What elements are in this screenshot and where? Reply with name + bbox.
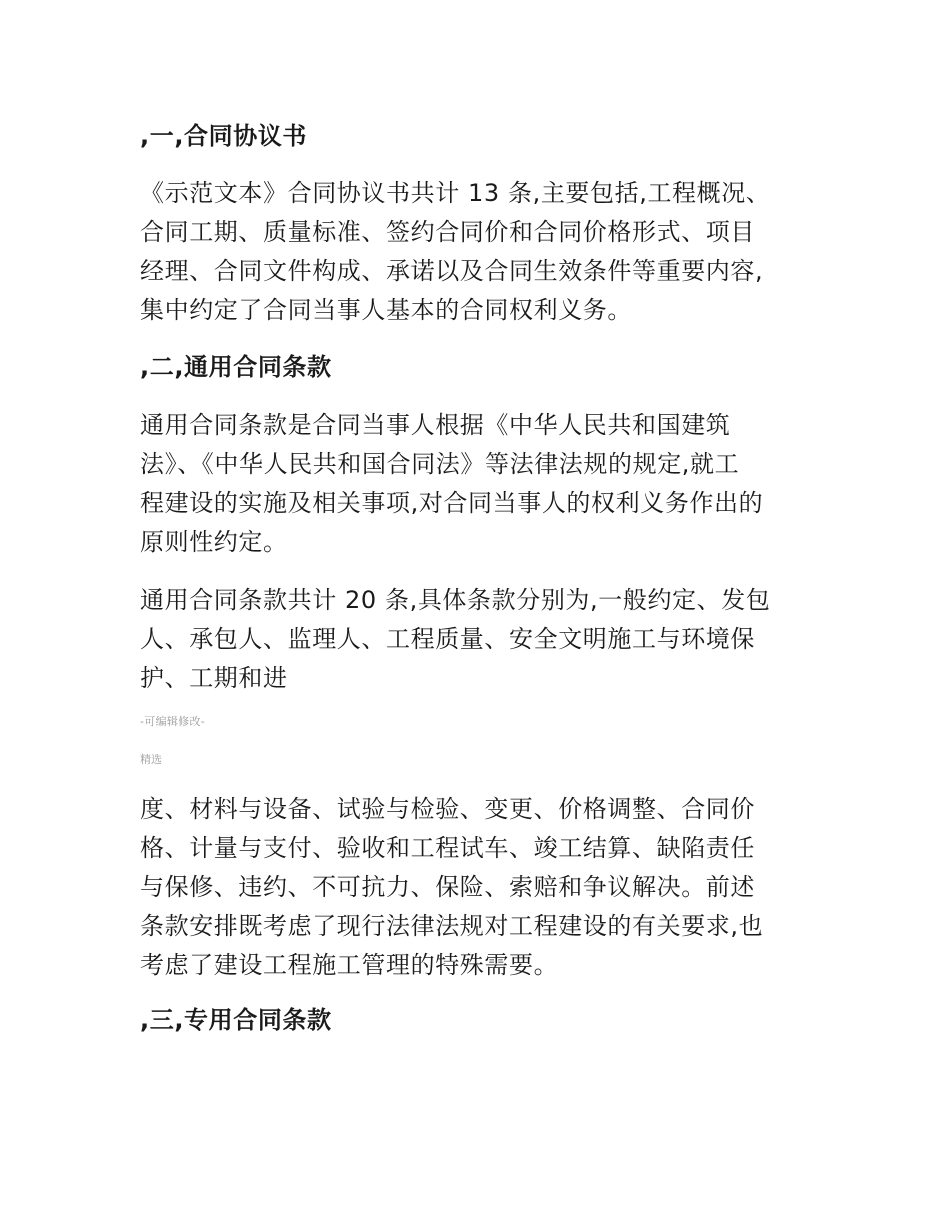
paragraph-line: 程建设的实施及相关事项,对合同当事人的权利义务作出的 <box>140 489 764 517</box>
section-heading-2: ,二,通用合同条款 <box>140 353 332 381</box>
paragraph-line: 护、工期和进 <box>140 664 288 692</box>
paragraph-agreement <box>140 174 805 330</box>
paragraph-general-terms-count <box>140 581 805 698</box>
paragraph-line: 集中约定了合同当事人基本的合同权利义务。 <box>140 296 632 324</box>
section-heading-1: ,一,合同协议书 <box>140 122 308 150</box>
paragraph-line: 经理、合同文件构成、承诺以及合同生效条件等重要内容, <box>140 257 764 285</box>
paragraph-line: 考虑了建设工程施工管理的特殊需要。 <box>140 951 559 979</box>
paragraph-line: 格、计量与支付、验收和工程试车、竣工结算、缺陷责任 <box>140 834 755 862</box>
paragraph-line: 与保修、违约、不可抗力、保险、索赔和争议解决。前述 <box>140 873 755 901</box>
paragraph-line: 法》、《中华人民共和国合同法》等法律法规的规定,就工 <box>140 450 740 478</box>
paragraph-line: 通用合同条款是合同当事人根据《中华人民共和国建筑 <box>140 411 731 439</box>
editable-note: -可编辑修改- <box>140 715 206 728</box>
featured-tag: 精选 <box>140 753 162 766</box>
paragraph-line: 度、材料与设备、试验与检验、变更、价格调整、合同价 <box>140 795 755 823</box>
paragraph-line: 合同工期、质量标准、签约合同价和合同价格形式、项目 <box>140 218 755 246</box>
paragraph-line: 人、承包人、监理人、工程质量、安全文明施工与环境保 <box>140 625 755 653</box>
section-heading-3: ,三,专用合同条款 <box>140 1006 332 1034</box>
paragraph-general-terms <box>140 406 805 562</box>
paragraph-line: 通用合同条款共计 20 条,具体条款分别为,一般约定、发包 <box>140 586 771 614</box>
paragraph-continued <box>140 790 805 985</box>
paragraph-line: 《示范文本》合同协议书共计 13 条,主要包括,工程概况、 <box>140 179 771 207</box>
paragraph-line: 原则性约定。 <box>140 528 288 556</box>
paragraph-line: 条款安排既考虑了现行法律法规对工程建设的有关要求,也 <box>140 912 764 940</box>
